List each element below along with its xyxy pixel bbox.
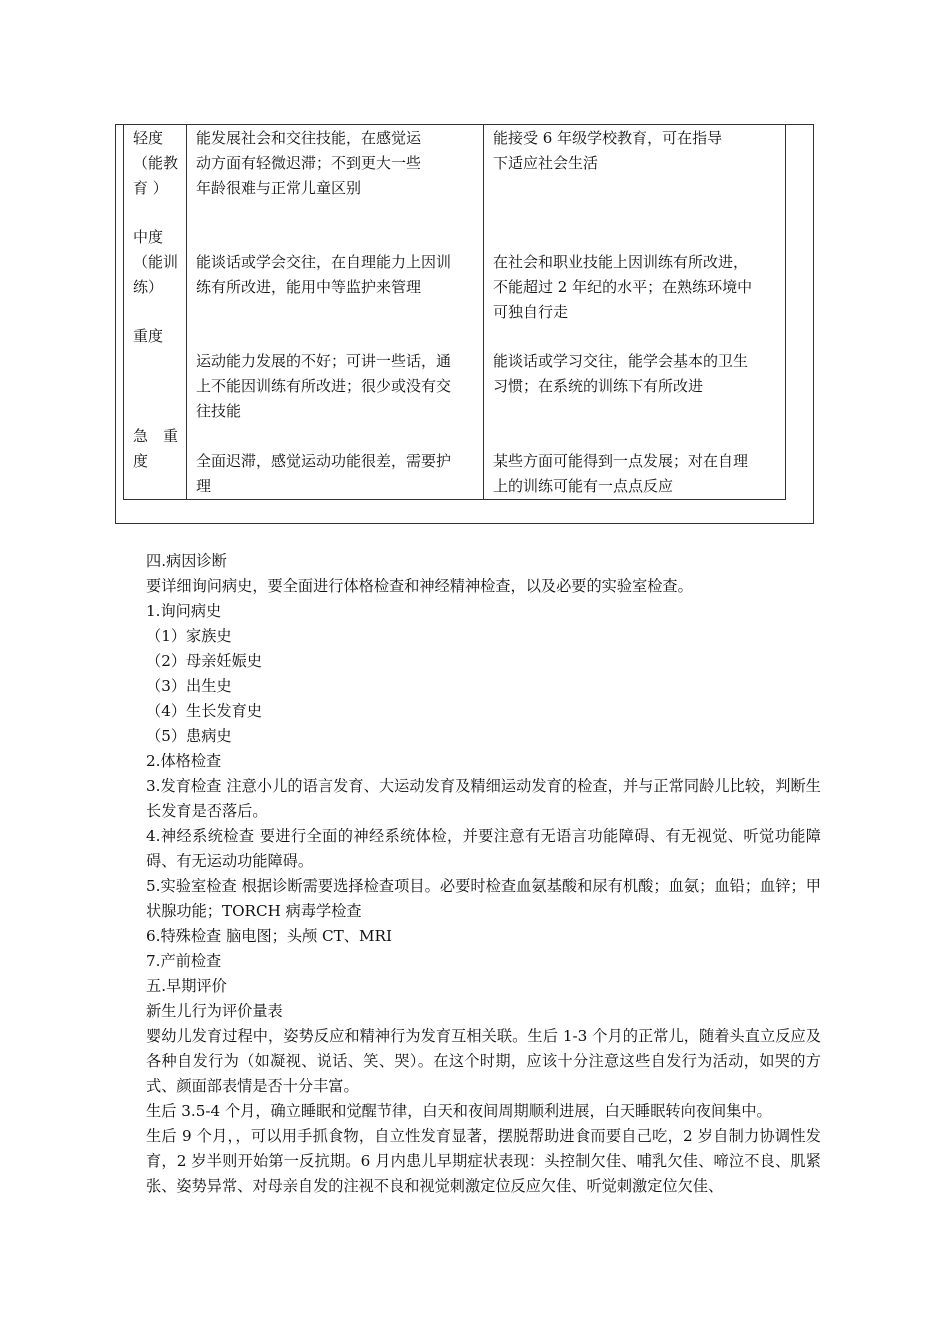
cell-line: 育 ）	[133, 179, 168, 197]
cell-line: 年龄很难与正常儿童区别	[196, 179, 362, 197]
level-cell-moderate	[133, 225, 189, 300]
level-cell-profound	[133, 424, 189, 474]
cell-line: 运动能力发展的不好；可讲一些话，通	[196, 352, 452, 370]
paragraph: 5.实验室检查 根据诊断需要选择检查项目。必要时检查血氨基酸和尿有机酸；血氨；血铅；血锌；甲状腺功能；TORCH 病毒学检查	[146, 877, 821, 920]
paragraph: 婴幼儿发育过程中，姿势反应和精神行为发育互相关联。生后 1-3 个月的正常儿，随着头直立反应及各种自发行为（如凝视、说话、笑、哭）。在这个时期，应该十分注意这些自发行为活动，如哭的方式、颜面部表情是否十分丰富。	[146, 1027, 821, 1095]
outcome-cell-profound	[493, 449, 780, 499]
subheading: 新生儿行为评价量表	[146, 1002, 283, 1020]
section-heading: 四.病因诊断	[146, 552, 227, 570]
cell-line: 上的训练可能有一点点反应	[493, 477, 674, 495]
description-cell-mild	[196, 126, 482, 201]
cell-line: 能接受 6 年级学校教育，可在指导	[493, 129, 723, 147]
cell-line: 上不能因训练有所改进；很少或没有交	[196, 377, 452, 395]
list-item: （3）出生史	[146, 677, 232, 695]
cell-line: 理	[196, 477, 212, 495]
cell-line: 练）	[133, 278, 164, 296]
cell-line: 在社会和职业技能上因训练有所改进，	[493, 253, 749, 271]
list-item: （5）患病史	[146, 727, 232, 745]
subheading: 2.体格检查	[146, 752, 222, 770]
cell-line: 某些方面可能得到一点发展；对在自理	[493, 452, 749, 470]
subheading: 7.产前检查	[146, 952, 222, 970]
cell-line: 能谈话或学习交往，能学会基本的卫生	[493, 352, 749, 370]
cell-line: 练有所改进，能用中等监护来管理	[196, 278, 422, 296]
cell-line: 能发展社会和交往技能，在感觉运	[196, 129, 422, 147]
cell-line: （能教	[133, 154, 179, 172]
cell-line: 动方面有轻微迟滞；不到更大一些	[196, 154, 422, 172]
description-cell-severe	[196, 349, 482, 424]
outcome-cell-moderate	[493, 250, 780, 325]
paragraph: 6.特殊检查 脑电图；头颅 CT、MRI	[146, 927, 392, 945]
cell-line: 重度	[133, 327, 164, 345]
list-item: （4）生长发育史	[146, 702, 262, 720]
cell-line: 中度	[133, 228, 164, 246]
cell-line: 度	[133, 452, 149, 470]
severity-table	[123, 124, 786, 500]
cell-line: 习惯；在系统的训练下有所改进	[493, 377, 704, 395]
description-cell-moderate	[196, 250, 482, 300]
outcome-cell-mild	[493, 126, 780, 176]
cell-line: 全面迟滞，感觉运动功能很差，需要护	[196, 452, 452, 470]
list-item: （1）家族史	[146, 627, 232, 645]
cell-line: 急 重	[133, 427, 179, 445]
level-cell-mild	[133, 126, 189, 201]
list-item: （2）母亲妊娠史	[146, 652, 262, 670]
paragraph: 生后 9 个月，，可以用手抓食物，自立性发育显著，摆脱帮助进食而要自己吃，2 岁自制力协调性发育，2 岁半则开始第一反抗期。6 月内患儿早期症状表现：头控制欠佳、哺乳欠佳、啼泣不良、肌紧张、姿势异常、对母亲自发的注视不良和视觉刺激定位反应欠佳、听觉刺激定位欠佳、	[146, 1127, 821, 1195]
paragraph: 4.神经系统检查 要进行全面的神经系统体检，并要注意有无语言功能障碍、有无视觉、听觉功能障碍、有无运动功能障碍。	[146, 827, 821, 870]
document-body	[146, 549, 821, 1199]
level-cell-severe	[133, 324, 189, 349]
cell-line: 往技能	[196, 402, 242, 420]
description-cell-profound	[196, 449, 482, 499]
paragraph: 生后 3.5-4 个月，确立睡眠和觉醒节律，白天和夜间周期顺利进展，白天睡眠转向夜间集中。	[146, 1102, 772, 1120]
cell-line: 不能超过 2 年纪的水平；在熟练环境中	[493, 278, 753, 296]
subheading: 1.询问病史	[146, 602, 222, 620]
column-divider	[483, 124, 484, 499]
section-heading: 五.早期评价	[146, 977, 227, 995]
paragraph: 3.发育检查 注意小儿的语言发育、大运动发育及精细运动发育的检查，并与正常同龄儿比较，判断生长发育是否落后。	[146, 777, 821, 820]
paragraph: 要详细询问病史，要全面进行体格检查和神经精神检查，以及必要的实验室检查。	[146, 577, 693, 595]
cell-line: 可独自行走	[493, 303, 569, 321]
cell-line: 下适应社会生活	[493, 154, 599, 172]
cell-line: 轻度	[133, 129, 164, 147]
outcome-cell-severe	[493, 349, 780, 399]
cell-line: （能训	[133, 253, 179, 271]
cell-line: 能谈话或学会交往，在自理能力上因训	[196, 253, 452, 271]
